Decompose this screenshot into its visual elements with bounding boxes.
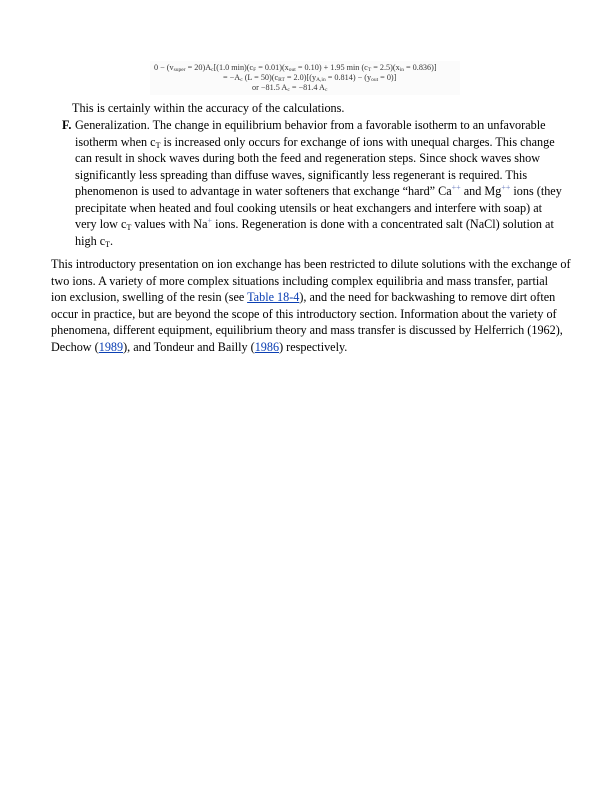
item-label: F.: [62, 118, 72, 132]
equation-line-3: or −81.5 $A_c = -81.4$ $A_c$: [252, 83, 328, 93]
item-line: precipitate when heated and foul cooking utensils or heat exchangers and interfere with soap) at: [75, 200, 543, 215]
item-line: significantly less spreading than diffuse waves, significantly less regenerant is required. This: [75, 167, 528, 182]
item-line: phenomenon is used to advantage in water softeners that exchange “hard” Ca++ and Mg++ ions (they: [75, 183, 562, 198]
paragraph-line: This introductory presentation on ion exchange has been restricted to dilute solutions with the exchange of: [51, 257, 571, 271]
paragraph-line: Dechow (1989), and Tondeur and Bailly (1986) respectively.: [51, 339, 348, 354]
item-line: Generalization. The change in equilibrium behavior from a favorable isotherm to an unfavorable: [75, 118, 546, 132]
tondeur-bailly-1986-link[interactable]: 1986: [254, 339, 280, 354]
accuracy-note: This is certainly within the accuracy of the calculations.: [72, 101, 345, 115]
paragraph-line: ion exclusion, swelling of the resin (see Table 18-4), and the need for backwashing to remove dirt often: [51, 290, 556, 304]
dechow-1989-link[interactable]: 1989: [98, 339, 124, 354]
paragraph-line: phenomena, different equipment, equilibrium theory and mass transfer is discussed by Helferrich (1962),: [51, 323, 563, 337]
body-paragraph: [51, 256, 571, 355]
item-line: isotherm when $c_T$ is increased only occurs for exchange of ions with unequal charges. This change: [75, 134, 555, 150]
paragraph-line: two ions. A variety of more complex situations including complex equilibria and mass transfer, partial: [51, 273, 549, 288]
equation-line-2: = $-A_c$ $(L = 50)(c_{RT} = 2.0)[(y_{A,in} = 0.814) - (y_{out} = 0)]$: [223, 73, 397, 83]
item-line: high $c_T$.: [75, 233, 114, 249]
item-line: can result in shock waves during both the feed and regeneration steps. Since shock waves show: [75, 151, 541, 165]
item-line: very low $c_T$ values with Na+ ions. Regeneration is done with a concentrated salt (NaCl) solution at: [75, 216, 554, 232]
paragraph-line: occur in practice, but are beyond the scope of this introductory section. Information about the variety of: [51, 306, 557, 321]
equation-line-1: $0 - (v_{super} = 20)A_c[(1.0$ $\min)(c_F = 0.01)(x_{out} = 0.10) + 1.95$ $\min (c_T = 2.5)(x_{in} = 0.836)$]: [154, 63, 437, 73]
table-18-4-link[interactable]: Table 18-4: [247, 290, 300, 304]
item-text: [75, 117, 565, 249]
